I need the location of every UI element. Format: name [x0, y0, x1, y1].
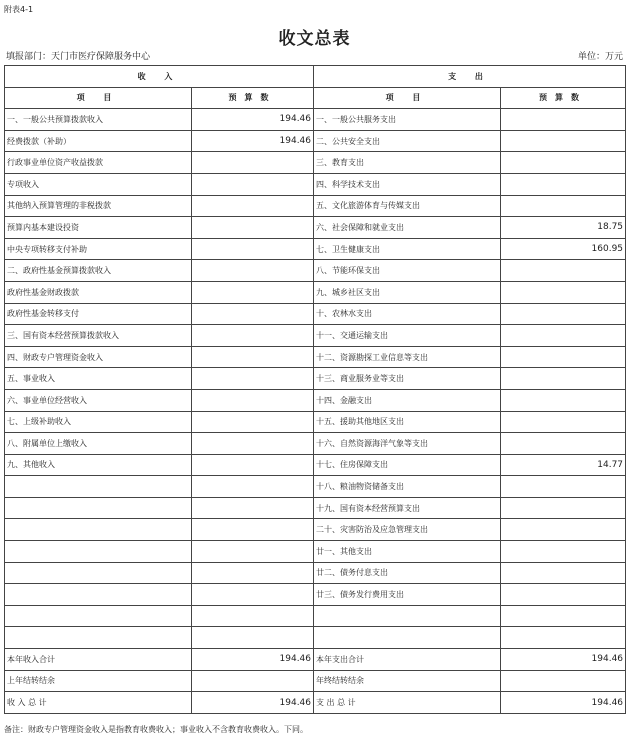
- income-value-cell: [192, 497, 314, 519]
- income-item-cell: 七、上级补助收入: [5, 411, 192, 433]
- expense-item-cell: 支 出 总 计: [314, 692, 501, 714]
- table-row: [5, 519, 626, 541]
- expense-item-cell: [314, 605, 501, 627]
- expense-item-cell: 本年支出合计: [314, 649, 501, 671]
- expense-item-cell: 二十、灾害防治及应急管理支出: [314, 519, 501, 541]
- income-value-cell: [192, 411, 314, 433]
- table-row: [5, 497, 626, 519]
- expense-item-cell: 十一、交通运输支出: [314, 325, 501, 347]
- expense-value-cell: [501, 303, 626, 325]
- income-item-cell: 二、政府性基金预算拨款收入: [5, 260, 192, 282]
- table-row: [5, 562, 626, 584]
- page-title: 收文总表: [278, 29, 351, 49]
- table-row: [5, 217, 626, 239]
- unit-label: 单位：万元: [577, 52, 623, 62]
- expense-item-cell: 八、节能环保支出: [314, 260, 501, 282]
- table-row: [5, 411, 626, 433]
- table-row: [5, 541, 626, 563]
- table-row: [5, 584, 626, 606]
- income-item-cell: 五、事业收入: [5, 368, 192, 390]
- income-item-cell: 专项收入: [5, 173, 192, 195]
- income-value-cell: [192, 238, 314, 260]
- expense-value-cell: [501, 605, 626, 627]
- table-row: [5, 109, 626, 131]
- table-row: [5, 649, 626, 671]
- expense-item-cell: 廿三、债务发行费用支出: [314, 584, 501, 606]
- expense-item-cell: 十三、商业服务业等支出: [314, 368, 501, 390]
- income-value-cell: [192, 368, 314, 390]
- income-item-cell: 六、事业单位经营收入: [5, 389, 192, 411]
- expense-value-cell: 194.46: [501, 649, 626, 671]
- expense-value-cell: [501, 519, 626, 541]
- income-value-cell: [192, 346, 314, 368]
- expense-value-cell: [501, 497, 626, 519]
- table-row: [5, 368, 626, 390]
- table-row: [5, 260, 626, 282]
- expense-item-cell: 年终结转结余: [314, 670, 501, 692]
- income-item-cell: 四、财政专户管理资金收入: [5, 346, 192, 368]
- income-item-cell: 三、国有资本经营预算拨款收入: [5, 325, 192, 347]
- expense-header: 支 出: [314, 66, 626, 88]
- income-value-cell: 194.46: [192, 130, 314, 152]
- expense-item-cell: 十四、金融支出: [314, 389, 501, 411]
- income-value-cell: [192, 584, 314, 606]
- income-item-cell: [5, 562, 192, 584]
- expense-item-cell: 五、文化旅游体育与传媒支出: [314, 195, 501, 217]
- table-row: [5, 454, 626, 476]
- expense-budget-header: 预算数: [501, 87, 626, 109]
- income-item-cell: [5, 541, 192, 563]
- expense-value-cell: [501, 109, 626, 131]
- income-value-cell: [192, 476, 314, 498]
- department-label: 填报部门：天门市医疗保障服务中心: [6, 52, 151, 62]
- income-budget-header: 预算数: [192, 87, 314, 109]
- table-row: [5, 303, 626, 325]
- expense-value-cell: [501, 433, 626, 455]
- table-row: [5, 195, 626, 217]
- expense-value-cell: [501, 260, 626, 282]
- income-item-cell: 八、附属单位上缴收入: [5, 433, 192, 455]
- column-header-row: [5, 87, 626, 109]
- table-row: [5, 281, 626, 303]
- income-value-cell: [192, 303, 314, 325]
- income-value-cell: [192, 454, 314, 476]
- income-value-cell: [192, 562, 314, 584]
- expense-value-cell: [501, 584, 626, 606]
- expense-value-cell: [501, 173, 626, 195]
- expense-value-cell: 194.46: [501, 692, 626, 714]
- table-row: [5, 627, 626, 649]
- expense-value-cell: [501, 130, 626, 152]
- income-value-cell: [192, 195, 314, 217]
- expense-item-cell: 廿二、债务付息支出: [314, 562, 501, 584]
- expense-value-cell: [501, 152, 626, 174]
- income-item-cell: 九、其他收入: [5, 454, 192, 476]
- expense-item-cell: 廿一、其他支出: [314, 541, 501, 563]
- income-item-cell: [5, 497, 192, 519]
- table-row: [5, 130, 626, 152]
- income-item-cell: 政府性基金财政拨款: [5, 281, 192, 303]
- expense-item-cell: 十六、自然资源海洋气象等支出: [314, 433, 501, 455]
- income-value-cell: 194.46: [192, 692, 314, 714]
- expense-item-cell: 七、卫生健康支出: [314, 238, 501, 260]
- expense-item-cell: 六、社会保障和就业支出: [314, 217, 501, 239]
- expense-value-cell: [501, 389, 626, 411]
- table-row: [5, 173, 626, 195]
- table-row: [5, 346, 626, 368]
- income-item-cell: [5, 584, 192, 606]
- income-item-cell: 中央专项转移支付补助: [5, 238, 192, 260]
- income-item-cell: 行政事业单位资产收益拨款: [5, 152, 192, 174]
- expense-item-cell: [314, 627, 501, 649]
- income-item-cell: 其他纳入预算管理的非税拨款: [5, 195, 192, 217]
- income-value-cell: [192, 325, 314, 347]
- expense-value-cell: [501, 346, 626, 368]
- expense-value-cell: 18.75: [501, 217, 626, 239]
- expense-value-cell: [501, 627, 626, 649]
- expense-item-cell: 四、科学技术支出: [314, 173, 501, 195]
- table-row: [5, 605, 626, 627]
- table-row: [5, 476, 626, 498]
- expense-value-cell: [501, 411, 626, 433]
- table-row: [5, 670, 626, 692]
- income-value-cell: 194.46: [192, 109, 314, 131]
- expense-value-cell: [501, 281, 626, 303]
- income-item-cell: 政府性基金转移支付: [5, 303, 192, 325]
- income-item-cell: 收 入 总 计: [5, 692, 192, 714]
- expense-item-header: 项 目: [314, 87, 501, 109]
- income-item-cell: 经费拨款（补助）: [5, 130, 192, 152]
- expense-item-cell: 十、农林水支出: [314, 303, 501, 325]
- income-item-cell: 上年结转结余: [5, 670, 192, 692]
- income-value-cell: [192, 627, 314, 649]
- expense-value-cell: [501, 325, 626, 347]
- section-header-row: [5, 66, 626, 88]
- table-row: [5, 325, 626, 347]
- income-value-cell: [192, 433, 314, 455]
- income-item-cell: 预算内基本建设投资: [5, 217, 192, 239]
- income-value-cell: [192, 389, 314, 411]
- expense-item-cell: 一、一般公共服务支出: [314, 109, 501, 131]
- expense-item-cell: 九、城乡社区支出: [314, 281, 501, 303]
- expense-value-cell: [501, 541, 626, 563]
- income-item-cell: [5, 605, 192, 627]
- expense-item-cell: 十七、住房保障支出: [314, 454, 501, 476]
- income-value-cell: [192, 541, 314, 563]
- income-value-cell: [192, 281, 314, 303]
- expense-item-cell: 十五、援助其他地区支出: [314, 411, 501, 433]
- income-item-header: 项 目: [5, 87, 192, 109]
- income-value-cell: [192, 173, 314, 195]
- budget-summary-table: [4, 65, 626, 714]
- expense-value-cell: [501, 476, 626, 498]
- expense-item-cell: 三、教育支出: [314, 152, 501, 174]
- income-value-cell: [192, 217, 314, 239]
- expense-item-cell: 十二、资源勘探工业信息等支出: [314, 346, 501, 368]
- expense-value-cell: [501, 562, 626, 584]
- income-item-cell: [5, 476, 192, 498]
- income-item-cell: [5, 627, 192, 649]
- income-value-cell: [192, 152, 314, 174]
- income-item-cell: [5, 519, 192, 541]
- income-header: 收 入: [5, 66, 314, 88]
- income-value-cell: [192, 519, 314, 541]
- expense-value-cell: [501, 368, 626, 390]
- expense-item-cell: 十九、国有资本经营预算支出: [314, 497, 501, 519]
- table-row: [5, 152, 626, 174]
- expense-value-cell: 160.95: [501, 238, 626, 260]
- income-item-cell: 本年收入合计: [5, 649, 192, 671]
- expense-item-cell: 十八、粮油物资储备支出: [314, 476, 501, 498]
- table-row: [5, 389, 626, 411]
- income-value-cell: [192, 605, 314, 627]
- footnote: 备注：财政专户管理资金收入是指教育收费收入；事业收入不含教育收费收入。下同。: [4, 725, 308, 734]
- table-row: [5, 433, 626, 455]
- expense-value-cell: [501, 670, 626, 692]
- expense-value-cell: [501, 195, 626, 217]
- expense-item-cell: 二、公共安全支出: [314, 130, 501, 152]
- expense-value-cell: 14.77: [501, 454, 626, 476]
- attachment-label: 附表4-1: [4, 5, 34, 14]
- income-value-cell: [192, 670, 314, 692]
- income-value-cell: 194.46: [192, 649, 314, 671]
- income-item-cell: 一、一般公共预算拨款收入: [5, 109, 192, 131]
- income-value-cell: [192, 260, 314, 282]
- table-row: [5, 692, 626, 714]
- table-row: [5, 238, 626, 260]
